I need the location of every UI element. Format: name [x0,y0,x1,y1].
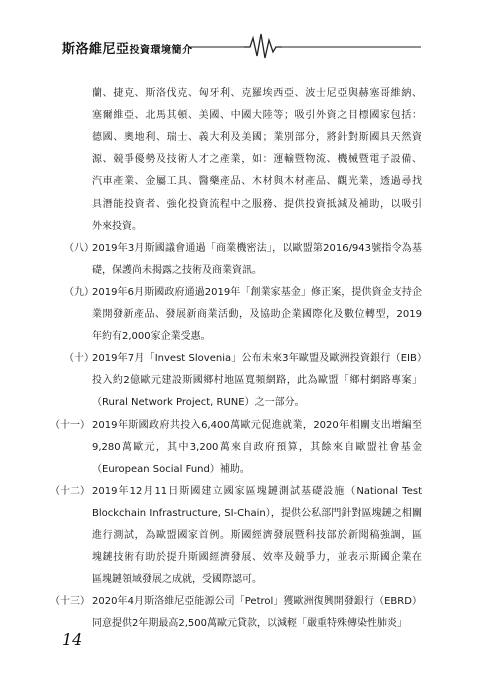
paragraph-line: 區塊鏈領域發展之成就，受國際認可。 [92,574,262,586]
paragraph-line: Blockchain Infrastructure, SI-Chain），提供公私部門針對區塊鏈之相關 [92,507,422,519]
paragraph-line: 具潛能投資者、強化投資流程中之服務、提供投資抵減及補助，以吸引 [92,198,422,210]
page-header [0,0,480,70]
page-number: 14 [62,630,83,649]
paragraph-line: 2019年6月斯國政府通過2019年「創業家基金」修正案，提供資金支持企 [92,286,422,298]
paragraph-line: 塞爾維亞、北馬其頓、美國、中國大陸等；吸引外資之目標國家包括： [92,110,422,122]
paragraph-number: （十） [64,353,94,365]
header-title [62,38,193,57]
paragraph-line: 礎，保護尚未揭露之技術及商業資訊。 [92,264,262,276]
paragraph-line: 9,280萬歐元，其中3,200萬來自政府預算，其餘來自歐盟社會基金 [92,441,422,453]
paragraph-line: 源、競爭優勢及技術人才之產業，如：運輸暨物流、機械暨電子設備、 [92,154,422,166]
paragraph-line: 2019年12月11日斯國建立國家區塊鏈測試基礎設施（National Test [92,485,422,497]
paragraph-number: （十二） [50,485,90,497]
paragraph-line: 年約有2,000家企業受惠。 [92,331,211,343]
paragraph-line: 塊鏈技術有助於提升斯國經濟發展、效率及競爭力，並表示斯國企業在 [92,552,422,564]
paragraph-line: 德國、奧地利、瑞士、義大利及美國；業別部分，將針對斯國具天然資 [92,132,422,144]
paragraph-line: 2019年3月斯國議會通過「商業機密法」，以歐盟第2016/943號指令為基 [92,242,422,254]
paragraph-line: 同意提供2年期最高2,500萬歐元貸款，以減輕「嚴重特殊傳染性肺炎」 [92,618,407,630]
header-title-sub: 投資環境簡介 [129,45,193,56]
paragraph-line: 進行測試，為歐盟國家首例。斯國經濟發展暨科技部於新聞稿強調，區 [92,530,422,541]
paragraph-line: 外來投資。 [92,220,142,232]
paragraph-line: 蘭、捷克、斯洛伐克、匈牙利、克羅埃西亞、波士尼亞與赫塞哥維納、 [92,88,422,99]
paragraph-line: （Rural Network Project, RUNE）之一部分。 [92,397,305,409]
paragraph-line: 投入約2億歐元建設斯國鄉村地區寬頻網路，此為歐盟「鄉村網路專案」 [92,375,422,387]
paragraph-line: 汽車產業、金屬工具、醫藥產品、木材與木材產品、觀光業，透過尋找 [92,176,422,188]
header-title-main: 斯洛維尼亞 [62,42,130,57]
paragraph-number: （十一） [50,419,90,431]
paragraph-number: （十三） [50,596,90,608]
paragraph-line: 業開發新產品、發展新商業活動，及協助企業國際化及數位轉型，2019 [92,309,422,320]
paragraph-number: （八） [64,242,94,254]
header-wave-line [0,0,480,70]
paragraph-line: 2019年斯國政府共投入6,400萬歐元促進就業，2020年相關支出增編至 [92,419,422,431]
paragraph-number: （九） [64,286,94,298]
paragraph-line: （European Social Fund）補助。 [92,463,250,475]
paragraph-line: 2020年4月斯洛維尼亞能源公司「Petrol」獲歐洲復興開發銀行（EBRD） [92,596,422,608]
paragraph-line: 2019年7月「Invest Slovenia」公布未來3年歐盟及歐洲投資銀行（EIB） [92,353,422,365]
